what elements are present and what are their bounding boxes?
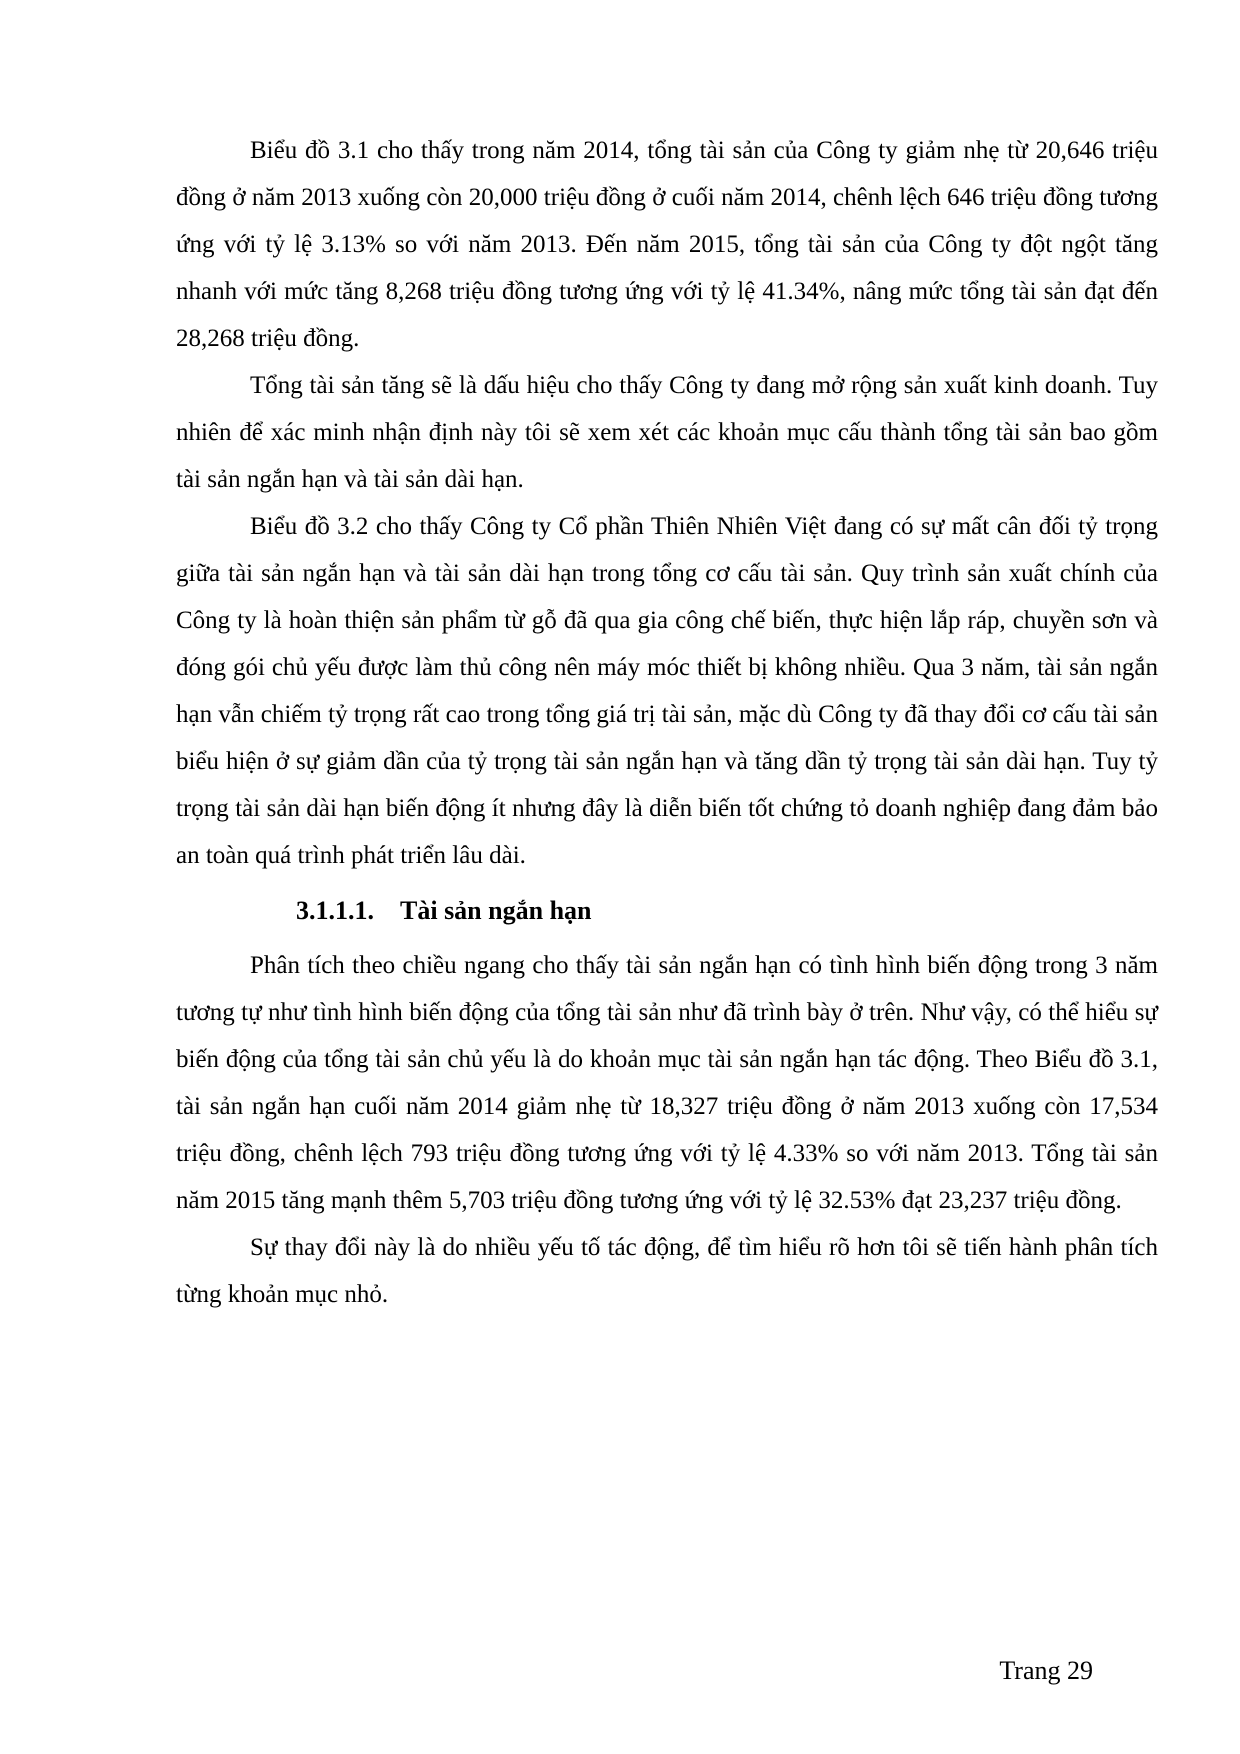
section-heading-title: Tài sản ngắn hạn <box>400 896 592 925</box>
paragraph-further-analysis-note: Sự thay đổi này là do nhiều yếu tố tác động, để tìm hiểu rõ hơn tôi sẽ tiến hành phân tích từng khoản mục nhỏ. <box>176 1234 1158 1308</box>
page-number: Trang 29 <box>999 1656 1093 1685</box>
section-heading <box>296 887 1158 934</box>
paragraph-asset-structure-imbalance: Biểu đồ 3.2 cho thấy Công ty Cổ phần Thiên Nhiên Việt đang có sự mất cân đối tỷ trọng giữa tài sản ngắn hạn và tài sản dài hạn trong tổng cơ cấu tài sản. Quy trình sản xuất chính của Công ty là hoàn thiện sản phẩm từ gỗ đã qua gia công chế biến, thực hiện lắp ráp, chuyền sơn và đóng gói chủ yếu được làm thủ công nên máy móc thiết bị không nhiều. Qua 3 năm, tài sản ngắn hạn vẫn chiếm tỷ trọng rất cao trong tổng giá trị tài sản, mặc dù Công ty đã thay đổi cơ cấu tài sản biểu hiện ở sự giảm dần của tỷ trọng tài sản ngắn hạn và tăng dần tỷ trọng tài sản dài hạn. Tuy tỷ trọng tài sản dài hạn biến động ít nhưng đây là diễn biến tốt chứng tỏ doanh nghiệp đang đảm bảo an toàn quá trình phát triển lâu dài. <box>176 513 1158 869</box>
paragraph-asset-growth-signal: Tổng tài sản tăng sẽ là dấu hiệu cho thấy Công ty đang mở rộng sản xuất kinh doanh. Tuy nhiên để xác minh nhận định này tôi sẽ xem xét các khoản mục cấu thành tổng tài sản bao gồm tài sản ngắn hạn và tài sản dài hạn. <box>176 372 1158 493</box>
document-body <box>176 127 1158 1318</box>
paragraph-short-term-assets-analysis: Phân tích theo chiều ngang cho thấy tài sản ngắn hạn có tình hình biến động trong 3 năm tương tự như tình hình biến động của tổng tài sản như đã trình bày ở trên. Như vậy, có thể hiểu sự biến động của tổng tài sản chủ yếu là do khoản mục tài sản ngắn hạn tác động. Theo Biểu đồ 3.1, tài sản ngắn hạn cuối năm 2014 giảm nhẹ từ 18,327 triệu đồng ở năm 2013 xuống còn 17,534 triệu đồng, chênh lệch 793 triệu đồng tương ứng với tỷ lệ 4.33% so với năm 2013. Tổng tài sản năm 2015 tăng mạnh thêm 5,703 triệu đồng tương ứng với tỷ lệ 32.53% đạt 23,237 triệu đồng. <box>176 952 1158 1214</box>
section-heading-number: 3.1.1.1. <box>296 896 374 925</box>
paragraph-total-assets-change: Biểu đồ 3.1 cho thấy trong năm 2014, tổng tài sản của Công ty giảm nhẹ từ 20,646 triệu đồng ở năm 2013 xuống còn 20,000 triệu đồng ở cuối năm 2014, chênh lệch 646 triệu đồng tương ứng với tỷ lệ 3.13% so với năm 2013. Đến năm 2015, tổng tài sản của Công ty đột ngột tăng nhanh với mức tăng 8,268 triệu đồng tương ứng với tỷ lệ 41.34%, nâng mức tổng tài sản đạt đến 28,268 triệu đồng. <box>176 137 1158 352</box>
